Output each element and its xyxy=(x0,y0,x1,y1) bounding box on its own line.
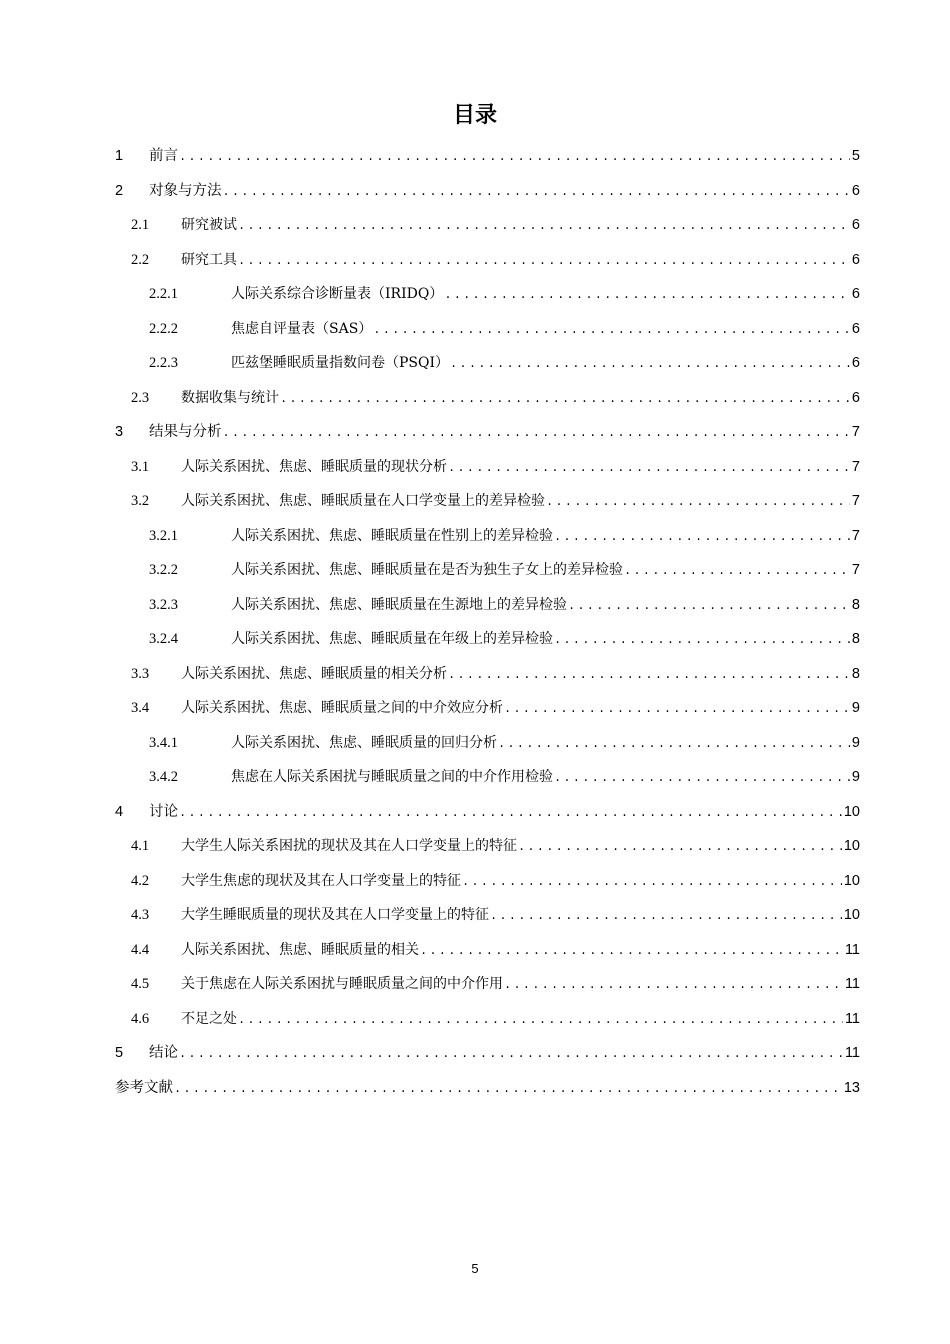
toc-entry-label: 焦虑在人际关系困扰与睡眠质量之间的中介作用检验 xyxy=(231,769,553,785)
toc-entry-number: 4.1 xyxy=(131,838,150,854)
toc-entry-page: 5 xyxy=(851,148,860,164)
toc-dot-leader xyxy=(373,315,850,345)
toc-dot-leader xyxy=(420,936,843,966)
toc-entry[interactable] xyxy=(115,762,860,797)
toc-entry-page: 8 xyxy=(851,631,860,647)
toc-entry-label: 参考文献 xyxy=(115,1079,173,1096)
toc-entry-label: 数据收集与统计 xyxy=(181,389,279,406)
toc-entry-page: 10 xyxy=(843,838,860,854)
toc-entry[interactable] xyxy=(115,486,860,521)
toc-entry-page: 7 xyxy=(851,493,860,509)
toc-entry-number: 3.3 xyxy=(131,665,150,682)
toc-entry-page: 10 xyxy=(843,872,860,889)
toc-dot-leader xyxy=(504,970,843,1000)
toc-entry-label: 人际关系困扰、焦虑、睡眠质量在性别上的差异检验 xyxy=(231,527,553,544)
toc-entry-page: 6 xyxy=(851,182,860,199)
toc-entry[interactable] xyxy=(115,1038,860,1073)
toc-entry-label: 人际关系综合诊断量表（IRIDQ） xyxy=(231,286,444,302)
toc-entry-number: 2.2.3 xyxy=(149,355,178,371)
toc-dot-leader xyxy=(568,591,850,621)
toc-entry-number: 4.4 xyxy=(131,941,150,958)
toc-dot-leader xyxy=(174,1074,842,1104)
toc-dot-leader xyxy=(624,556,850,586)
toc-dot-leader xyxy=(554,522,850,552)
toc-entry-page: 7 xyxy=(851,424,860,440)
toc-entry-label: 焦虑自评量表（SAS） xyxy=(231,320,373,337)
toc-entry-page: 8 xyxy=(851,596,860,613)
toc-entry-page: 9 xyxy=(851,700,860,716)
toc-entry-number: 3.4.1 xyxy=(149,734,178,751)
toc-dot-leader xyxy=(448,660,850,690)
toc-entry-label: 前言 xyxy=(149,148,178,164)
toc-dot-leader xyxy=(179,142,850,172)
toc-entry-label: 研究被试 xyxy=(181,217,237,233)
toc-entry-page: 9 xyxy=(851,734,860,751)
toc-dot-leader xyxy=(498,729,850,759)
toc-entry-number: 3.4.2 xyxy=(149,769,178,785)
toc-entry-page: 13 xyxy=(843,1079,860,1096)
toc-entry-label: 大学生焦虑的现状及其在人口学变量上的特征 xyxy=(181,872,461,889)
toc-entry-number: 2 xyxy=(115,182,124,199)
toc-entry-number: 3.1 xyxy=(131,458,150,475)
toc-dot-leader xyxy=(223,418,850,448)
toc-entry[interactable] xyxy=(115,935,860,970)
toc-dot-leader xyxy=(462,867,842,897)
toc-entry-label: 人际关系困扰、焦虑、睡眠质量在生源地上的差异检验 xyxy=(231,596,567,613)
toc-entry[interactable] xyxy=(115,624,860,659)
toc-entry-label: 对象与方法 xyxy=(149,182,222,199)
toc-entry-label: 人际关系困扰、焦虑、睡眠质量在是否为独生子女上的差异检验 xyxy=(231,562,623,578)
toc-entry-number: 5 xyxy=(115,1045,124,1061)
toc-dot-leader xyxy=(490,901,842,931)
toc-entry-label: 人际关系困扰、焦虑、睡眠质量在年级上的差异检验 xyxy=(231,631,553,647)
toc-entry-number: 4 xyxy=(115,803,124,820)
toc-entry-page: 6 xyxy=(851,251,860,268)
toc-entry-page: 7 xyxy=(851,458,860,475)
toc-entry-label: 匹兹堡睡眠质量指数问卷（PSQI） xyxy=(231,355,450,371)
toc-entry[interactable] xyxy=(115,659,860,694)
toc-entry-label: 不足之处 xyxy=(181,1010,237,1027)
toc-entry-number: 4.5 xyxy=(131,976,150,992)
toc-dot-leader xyxy=(238,246,850,276)
toc-entry-number: 2.2 xyxy=(131,251,150,268)
toc-dot-leader xyxy=(504,694,850,724)
toc-entry-page: 9 xyxy=(851,769,860,785)
toc-entry[interactable] xyxy=(115,521,860,556)
toc-entry[interactable] xyxy=(115,590,860,625)
toc-entry-number: 3.2.2 xyxy=(149,562,178,578)
toc-entry-page: 7 xyxy=(851,562,860,578)
toc-entry-page: 8 xyxy=(851,665,860,682)
toc-entry[interactable] xyxy=(115,141,860,176)
toc-dot-leader xyxy=(238,1005,843,1035)
toc-entry-page: 11 xyxy=(844,1010,860,1027)
toc-entry[interactable] xyxy=(115,348,860,383)
toc-entry-number: 3.2.3 xyxy=(149,596,178,613)
toc-entry-number: 3 xyxy=(115,424,124,440)
toc-dot-leader xyxy=(223,177,850,207)
toc-entry-label: 人际关系困扰、焦虑、睡眠质量在人口学变量上的差异检验 xyxy=(181,493,545,509)
toc-entry-label: 人际关系困扰、焦虑、睡眠质量的回归分析 xyxy=(231,734,497,751)
toc-entry-page: 6 xyxy=(851,355,860,371)
toc-entry-page: 7 xyxy=(851,527,860,544)
toc-dot-leader xyxy=(554,625,850,655)
toc-entry[interactable] xyxy=(115,176,860,211)
toc-entry-page: 11 xyxy=(844,1045,860,1061)
toc-entry-number: 3.2 xyxy=(131,493,150,509)
toc-entry-number: 3.2.4 xyxy=(149,631,178,647)
toc-entry-label: 大学生人际关系困扰的现状及其在人口学变量上的特征 xyxy=(181,838,517,854)
toc-entry-number: 4.6 xyxy=(131,1010,150,1027)
toc-entry-page: 10 xyxy=(843,907,860,923)
toc-title: 目录 xyxy=(452,103,497,128)
toc-entry-number: 3.2.1 xyxy=(149,527,178,544)
toc-entry[interactable] xyxy=(115,1073,860,1108)
toc-dot-leader xyxy=(546,487,850,517)
toc-dot-leader xyxy=(179,1039,843,1069)
toc-dot-leader xyxy=(448,453,850,483)
toc-entry-label: 人际关系困扰、焦虑、睡眠质量的相关分析 xyxy=(181,665,447,682)
toc-entry-number: 1 xyxy=(115,148,124,164)
toc-entry-label: 讨论 xyxy=(149,803,178,820)
toc-dot-leader xyxy=(450,349,850,379)
toc-entry-label: 研究工具 xyxy=(181,251,237,268)
toc-entry[interactable] xyxy=(115,314,860,349)
toc-entry[interactable] xyxy=(115,866,860,901)
toc-entry[interactable] xyxy=(115,210,860,245)
toc-entry-number: 2.2.1 xyxy=(149,286,178,302)
footer-page-number: 5 xyxy=(471,1261,479,1276)
toc-dot-leader xyxy=(238,211,850,241)
toc-entry-page: 6 xyxy=(851,389,860,406)
toc-entry-page: 6 xyxy=(851,286,860,302)
toc-entry-label: 结果与分析 xyxy=(149,424,222,440)
toc-entry[interactable] xyxy=(115,279,860,314)
toc-entry[interactable] xyxy=(115,555,860,590)
toc-entry-number: 2.2.2 xyxy=(149,320,178,337)
toc-entry[interactable] xyxy=(115,417,860,452)
toc-entry-label: 人际关系困扰、焦虑、睡眠质量之间的中介效应分析 xyxy=(181,700,503,716)
toc-entry[interactable] xyxy=(115,900,860,935)
toc-entry-label: 大学生睡眠质量的现状及其在人口学变量上的特征 xyxy=(181,907,489,923)
toc-dot-leader xyxy=(518,832,842,862)
toc-entry[interactable] xyxy=(115,1004,860,1039)
toc-entry[interactable] xyxy=(115,383,860,418)
toc-entry-page: 6 xyxy=(851,217,860,233)
toc-dot-leader xyxy=(280,384,850,414)
toc-entry-page: 11 xyxy=(844,976,860,992)
toc-entry-number: 2.1 xyxy=(131,217,150,233)
toc-entry-page: 6 xyxy=(851,320,860,337)
toc-entry-label: 结论 xyxy=(149,1045,178,1061)
toc-entry-label: 人际关系困扰、焦虑、睡眠质量的现状分析 xyxy=(181,458,447,475)
toc-entry[interactable] xyxy=(115,245,860,280)
toc-entry-number: 3.4 xyxy=(131,700,150,716)
toc-entry-page: 10 xyxy=(843,803,860,820)
toc-entry[interactable] xyxy=(115,831,860,866)
toc-entry[interactable] xyxy=(115,797,860,832)
toc-entry-number: 4.3 xyxy=(131,907,150,923)
toc-entry[interactable] xyxy=(115,693,860,728)
toc-dot-leader xyxy=(444,280,850,310)
toc-entry[interactable] xyxy=(115,452,860,487)
toc-entry-label: 关于焦虑在人际关系困扰与睡眠质量之间的中介作用 xyxy=(181,976,503,992)
toc-list xyxy=(115,141,860,1107)
toc-entry-number: 2.3 xyxy=(131,389,150,406)
toc-dot-leader xyxy=(179,798,842,828)
toc-entry-number: 4.2 xyxy=(131,872,150,889)
toc-dot-leader xyxy=(554,763,850,793)
toc-entry[interactable] xyxy=(115,728,860,763)
toc-entry-page: 11 xyxy=(844,941,860,958)
toc-entry[interactable] xyxy=(115,969,860,1004)
toc-entry-label: 人际关系困扰、焦虑、睡眠质量的相关 xyxy=(181,941,419,958)
